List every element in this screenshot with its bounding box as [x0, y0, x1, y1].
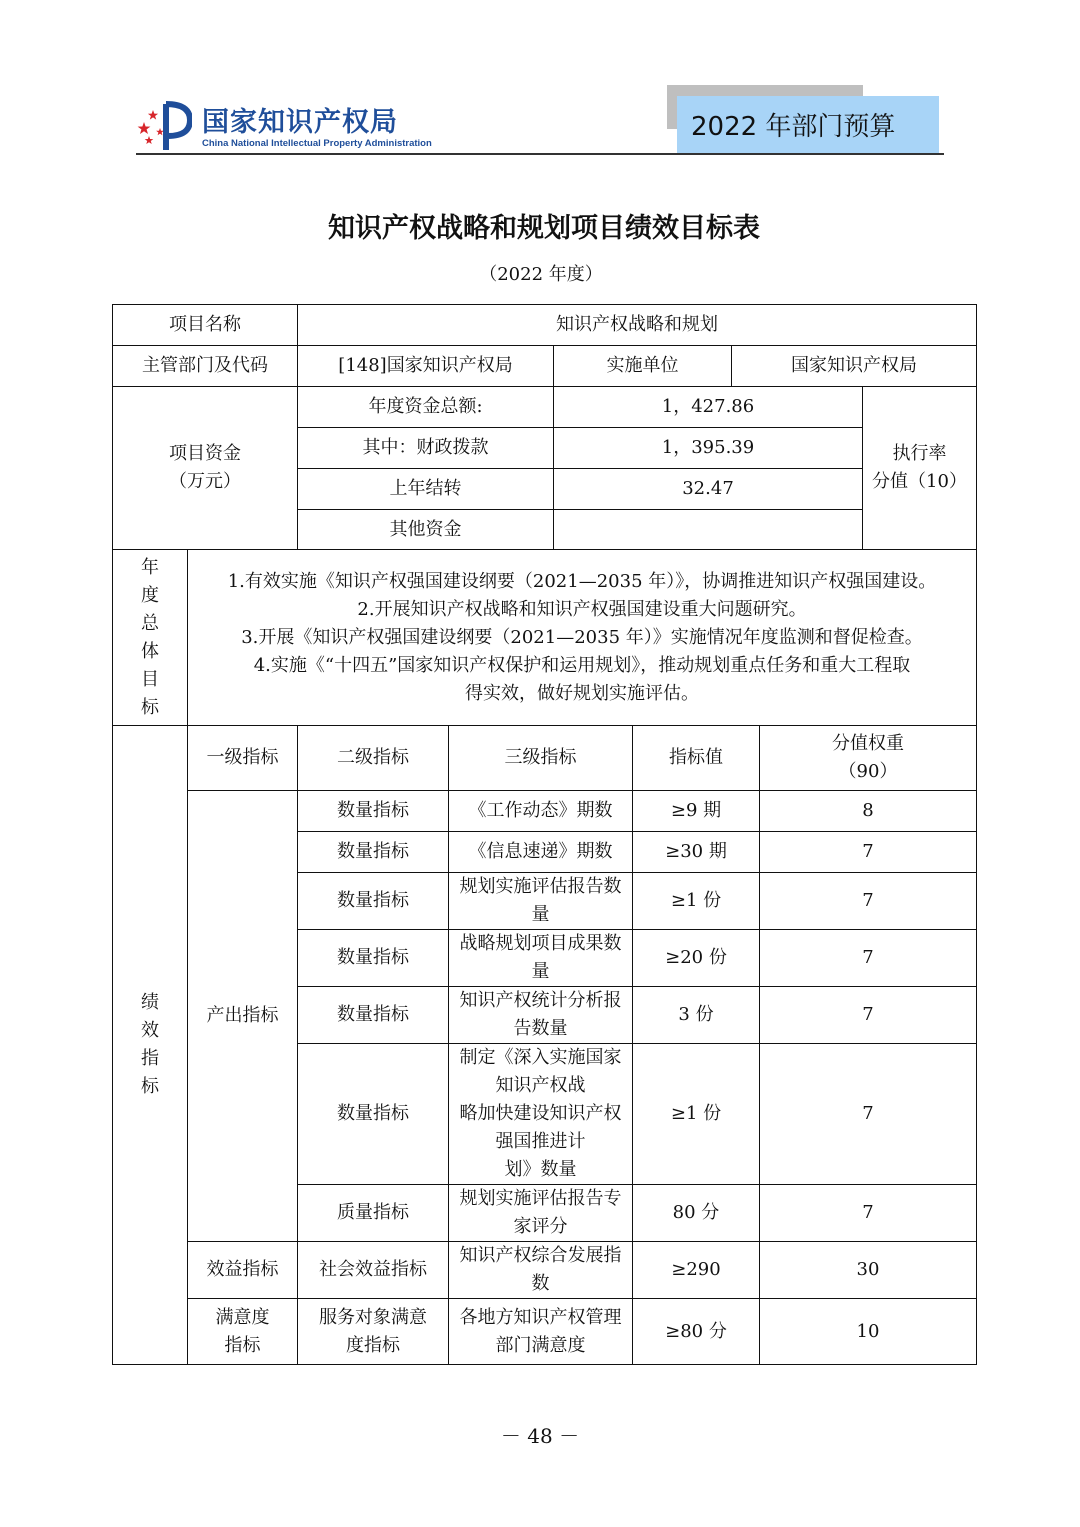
- document-subtitle: （2022 年度）: [479, 264, 603, 285]
- total-value: 1，427.86: [554, 387, 863, 428]
- indicator-header-row: [113, 726, 977, 791]
- header-value: 指标值: [633, 726, 760, 791]
- fiscal-value: 1，395.39: [554, 428, 863, 469]
- rate-line1: 执行率: [892, 443, 947, 464]
- dept-label: 主管部门及代码: [113, 346, 298, 387]
- project-name-row: [113, 305, 977, 346]
- goal-item: 4.实施《“十四五”国家知识产权保护和运用规划》，推动规划重点任务和重大工程取: [253, 654, 911, 676]
- funds-label: [113, 387, 298, 550]
- project-name-value: 知识产权战略和规划: [298, 305, 977, 346]
- project-name-label: 项目名称: [113, 305, 298, 346]
- goal-item: 1.有效实施《知识产权强国建设纲要（2021—2035 年）》，协调推进知识产权强国建设。: [227, 570, 937, 592]
- table-row: 数量指标 规划实施评估报告数量 ≥1 份 7: [113, 873, 977, 930]
- goal-item: 2.开展知识产权战略和知识产权强国建设重大问题研究。: [357, 598, 807, 620]
- other-value: [554, 510, 863, 550]
- annual-goals-row: [113, 550, 977, 726]
- satisfaction-row: 满意度 指标 服务对象满意 度指标 各地方知识产权管理部门满意度 ≥80 分 10: [113, 1299, 977, 1365]
- org-name-en: China National Intellectual Property Administration: [202, 138, 432, 149]
- department-row: [113, 346, 977, 387]
- total-label: 年度资金总额:: [298, 387, 554, 428]
- impl-label: 实施单位: [554, 346, 732, 387]
- dept-value: [148]国家知识产权局: [298, 346, 554, 387]
- carry-label: 上年结转: [298, 469, 554, 510]
- funds-label-line2: （万元）: [169, 471, 241, 492]
- table-row: 数量指标 知识产权统计分析报告数量 3 份 7: [113, 987, 977, 1044]
- table-row: 质量指标 规划实施评估报告专家评分 80 分 7: [113, 1185, 977, 1242]
- performance-target-table: [112, 304, 977, 1365]
- table-row: 数量指标 《信息速递》期数 ≥30 期 7: [113, 832, 977, 873]
- annual-goals-label: 年 度 总 体 目 标: [113, 550, 188, 726]
- output-indicator-label: 产出指标: [188, 791, 298, 1242]
- header-weight: 分值权重 （90）: [760, 726, 977, 791]
- funds-label-line1: 项目资金: [169, 443, 241, 464]
- table-row: 数量指标 制定《深入实施国家知识产权战 略加快建设知识产权强国推进计 划》数量 ≥1 份 7: [113, 1044, 977, 1185]
- fiscal-label: 其中：财政拨款: [298, 428, 554, 469]
- rate-line2: 分值（10）: [872, 471, 967, 492]
- goal-item: 得实效，做好规划实施评估。: [465, 682, 699, 704]
- table-row: 产出指标 数量指标 《工作动态》期数 ≥9 期 8: [113, 791, 977, 832]
- execution-rate-score: [863, 387, 977, 550]
- cnipa-emblem-icon: [136, 100, 192, 152]
- document-title: 知识产权战略和规划项目绩效目标表: [328, 213, 760, 244]
- goal-item: 3.开展《知识产权强国建设纲要（2021—2035 年）》实施情况年度监测和督促检查。: [241, 626, 923, 648]
- funds-total-row: [113, 387, 977, 428]
- benefit-row: 效益指标 社会效益指标 知识产权综合发展指数 ≥290 30: [113, 1242, 977, 1299]
- carry-value: 32.47: [554, 469, 863, 510]
- performance-indicator-label: 绩 效 指 标: [113, 726, 188, 1365]
- header-level3: 三级指标: [449, 726, 633, 791]
- other-label: 其他资金: [298, 510, 554, 550]
- org-name-cn: 国家知识产权局: [202, 107, 398, 138]
- page-number: － 48 －: [500, 1424, 580, 1448]
- table-row: 数量指标 战略规划项目成果数量 ≥20 份 7: [113, 930, 977, 987]
- budget-year-badge: 2022 年部门预算: [677, 96, 939, 153]
- header-rule: [136, 153, 944, 155]
- annual-goals-text: [188, 550, 977, 726]
- header-level2: 二级指标: [298, 726, 449, 791]
- cnipa-logo: [136, 98, 436, 154]
- impl-value: 国家知识产权局: [732, 346, 977, 387]
- header-level1: 一级指标: [188, 726, 298, 791]
